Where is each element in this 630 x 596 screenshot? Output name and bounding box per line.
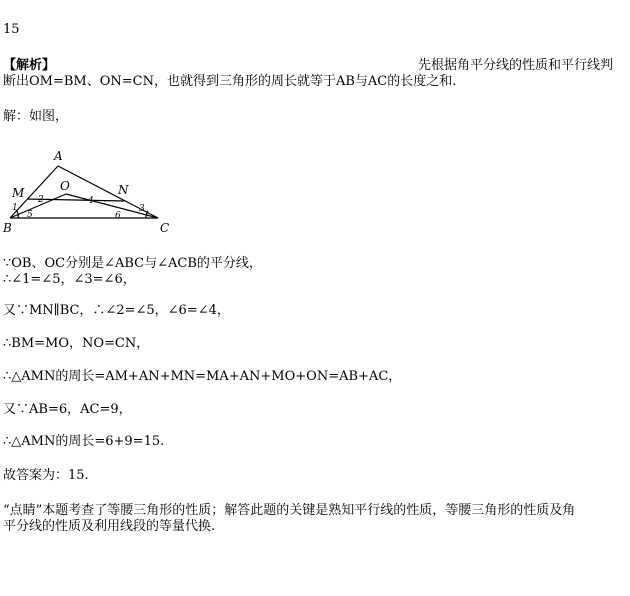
step-1: ∵OB、OC分别是∠ABC与∠ACB的平分线， xyxy=(3,256,262,271)
label-m: M xyxy=(12,186,25,200)
analysis-intro-continued: 断出OM=BM、ON=CN，也就得到三角形的周长就等于AB与AC的长度之和. xyxy=(3,74,457,89)
analysis-intro-right: 先根据角平分线的性质和平行线判 xyxy=(418,58,614,73)
angle-label-4: 4 xyxy=(88,196,94,206)
angle-label-6: 6 xyxy=(115,211,121,221)
angle-label-1: 1 xyxy=(12,203,18,213)
angle-label-2: 2 xyxy=(38,195,44,205)
answer-number: 15 xyxy=(3,22,20,37)
step-2: ∴∠1=∠5，∠3=∠6， xyxy=(3,272,136,287)
solution-start: 解：如图， xyxy=(3,109,69,124)
conclusion: 故答案为：15. xyxy=(3,468,89,483)
label-b: B xyxy=(3,221,12,235)
analysis-heading: 【解析】 xyxy=(3,58,56,73)
geometry-figure xyxy=(0,148,175,238)
comment-line-1: “点睛”本题考查了等腰三角形的性质；解答此题的关键是熟知平行线的性质，等腰三角形的性质及角 xyxy=(3,503,576,518)
step-3: 又∵MN∥BC，∴∠2=∠5，∠6=∠4， xyxy=(3,303,230,318)
comment-line-2: 平分线的性质及利用线段的等量代换. xyxy=(3,519,216,534)
step-6: 又∵AB=6，AC=9， xyxy=(3,402,132,417)
label-n: N xyxy=(118,183,129,197)
step-5: ∴△AMN的周长=AM+AN+MN=MA+AN+MO+ON=AB+AC， xyxy=(3,369,402,384)
label-a: A xyxy=(54,149,63,163)
angle-label-3: 3 xyxy=(139,204,145,214)
label-o: O xyxy=(60,179,70,193)
angle-label-5: 5 xyxy=(27,210,33,220)
label-c: C xyxy=(160,221,170,235)
step-7: ∴△AMN的周长=6+9=15. xyxy=(3,434,165,449)
step-4: ∴BM=MO，NO=CN， xyxy=(3,336,150,351)
